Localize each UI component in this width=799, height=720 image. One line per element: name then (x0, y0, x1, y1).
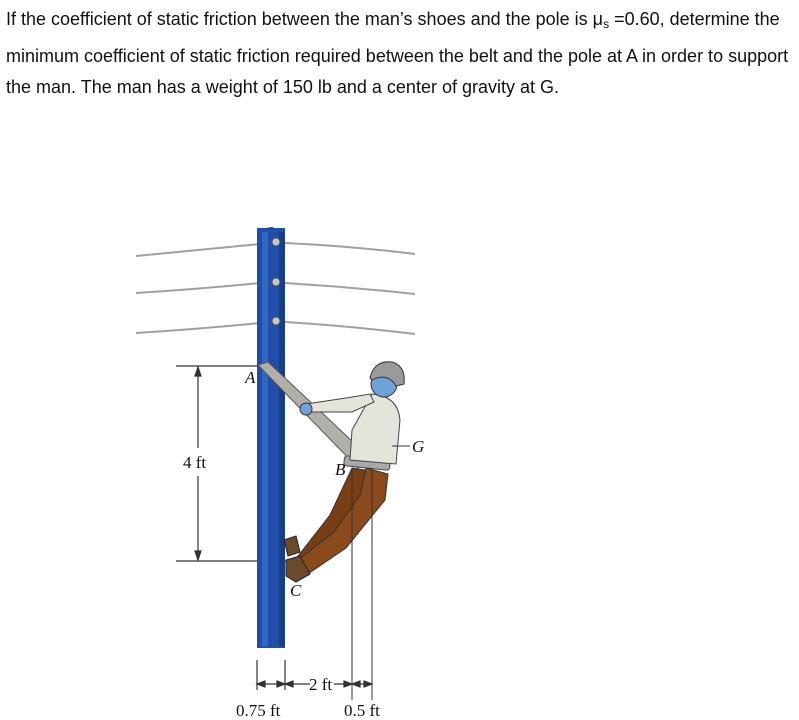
mu-subscript: s (603, 17, 610, 31)
label-half-ft: 0.5 ft (344, 701, 380, 720)
dim-arrow-up (195, 367, 201, 376)
half-ft-arrow-left (352, 681, 360, 687)
power-line-mid-right (285, 283, 415, 294)
power-line-low-left (136, 323, 260, 333)
problem-text-part2: =0.60, determine the minimum coefficient of static friction required between the belt and the pole at A in order to support the man. The man has a weight of 150 lb and a center of gravity at G. (6, 9, 789, 97)
half-ft-arrow-right (364, 681, 372, 687)
label-height: 4 ft (183, 453, 207, 472)
insulator-1 (272, 238, 280, 246)
label-a: A (245, 368, 256, 387)
problem-text-part1: If the coefficient of static friction between the man’s shoes and the pole is μ (6, 9, 604, 29)
hand (300, 403, 312, 415)
label-two-ft: 2 ft (309, 675, 333, 694)
label-pole-width: 0.75 ft (236, 701, 281, 720)
boot-2 (284, 536, 300, 556)
power-line-mid-left (136, 283, 260, 293)
label-c: C (290, 581, 302, 600)
power-line-top-right (285, 243, 415, 254)
two-ft-arrow-left (285, 681, 293, 687)
pole (257, 227, 285, 648)
power-line-top-left (136, 244, 260, 256)
insulator-2 (272, 278, 280, 286)
label-b: B (335, 460, 346, 479)
label-g: G (412, 437, 425, 456)
pole-shadow (279, 232, 285, 646)
insulator-3 (272, 317, 280, 325)
power-line-low-right (285, 322, 415, 334)
pole-dim-arrow-left (257, 681, 265, 687)
dim-arrow-down (195, 551, 201, 560)
pole-highlight (262, 232, 268, 646)
